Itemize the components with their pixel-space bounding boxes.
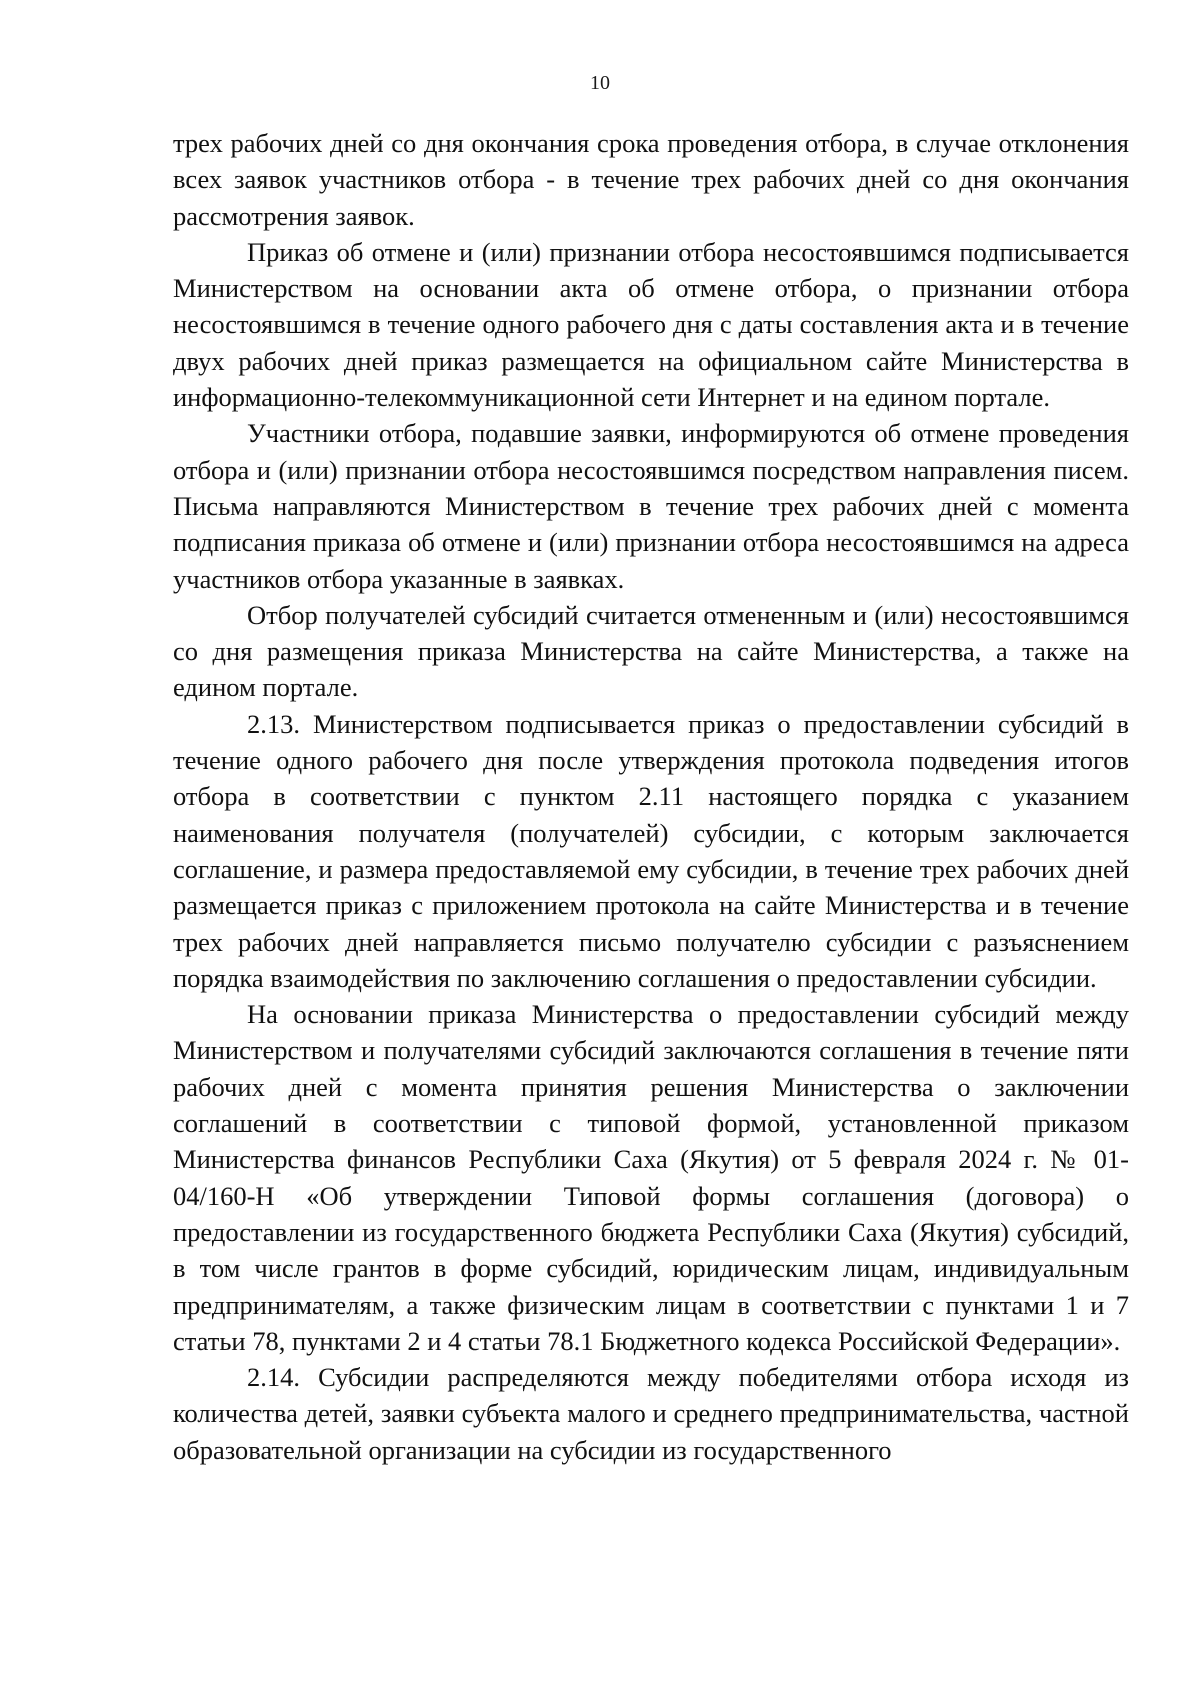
paragraph-selection-cancelled: Отбор получателей субсидий считается отмененным и (или) несостоявшимся со дня размещения приказа Министерства на сайте Министерства, а также на едином портале. xyxy=(173,599,1129,703)
paragraph-cancellation-order: Приказ об отмене и (или) признании отбора несостоявшимся подписывается Министерством на основании акта об отмене отбора, о признании отбора несостоявшимся в течение одного рабочего дня с даты составления акта и в течение двух рабочих дней приказ размещается на официальном сайте Министерства в информационно-телекоммуникационной сети Интернет и на едином портале. xyxy=(173,236,1129,413)
paragraph-agreements: На основании приказа Министерства о предоставлении субсидий между Министерством и получателями субсидий заключаются соглашения в течение пяти рабочих дней с момента принятия решения Министерства о заключении соглашений в соответствии с типовой формой, установленной приказом Министерства финансов Республики Саха (Якутия) от 5 февраля 2024 г. № 01-04/160-Н «Об утверждении Типовой формы соглашения (договора) о предоставлении из государственного бюджета Республики Саха (Якутия) субсидий, в том числе грантов в форме субсидий, юридическим лицам, индивидуальным предпринимателям, а также физическим лицам в соответствии с пунктами 1 и 7 статьи 78, пунктами 2 и 4 статьи 78.1 Бюджетного кодекса Российской Федерации». xyxy=(173,999,1129,1356)
document-body xyxy=(173,125,1129,1468)
paragraph-participants-notice: Участники отбора, подавшие заявки, информируются об отмене проведения отбора и (или) признании отбора несостоявшимся посредством направления писем. Письма направляются Министерством в течение трех рабочих дней с момента подписания приказа об отмене и (или) признании отбора несостоявшимся на адреса участников отбора указанные в заявках. xyxy=(173,418,1129,594)
paragraph-clause-2-13: 2.13. Министерством подписывается приказ о предоставлении субсидий в течение одного рабочего дня после утверждения протокола подведения итогов отбора в соответствии с пунктом 2.11 настоящего порядка с указанием наименования получателя (получателей) субсидии, с которым заключается соглашение, и размера предоставляемой ему субсидии, в течение трех рабочих дней размещается приказ с приложением протокола на сайте Министерства и в течение трех рабочих дней направляется письмо получателю субсидии с разъяснением порядка взаимодействия по заключению соглашения о предоставлении субсидии. xyxy=(173,708,1129,993)
page-number: 10 xyxy=(590,72,610,94)
paragraph-continuation: трех рабочих дней со дня окончания срока проведения отбора, в случае отклонения всех заявок участников отбора - в течение трех рабочих дней со дня окончания рассмотрения заявок. xyxy=(173,128,1129,231)
paragraph-clause-2-14: 2.14. Субсидии распределяются между победителями отбора исходя из количества детей, заявки субъекта малого и среднего предпринимательства, частной образовательной организации на субсидии из государственного xyxy=(173,1362,1129,1465)
